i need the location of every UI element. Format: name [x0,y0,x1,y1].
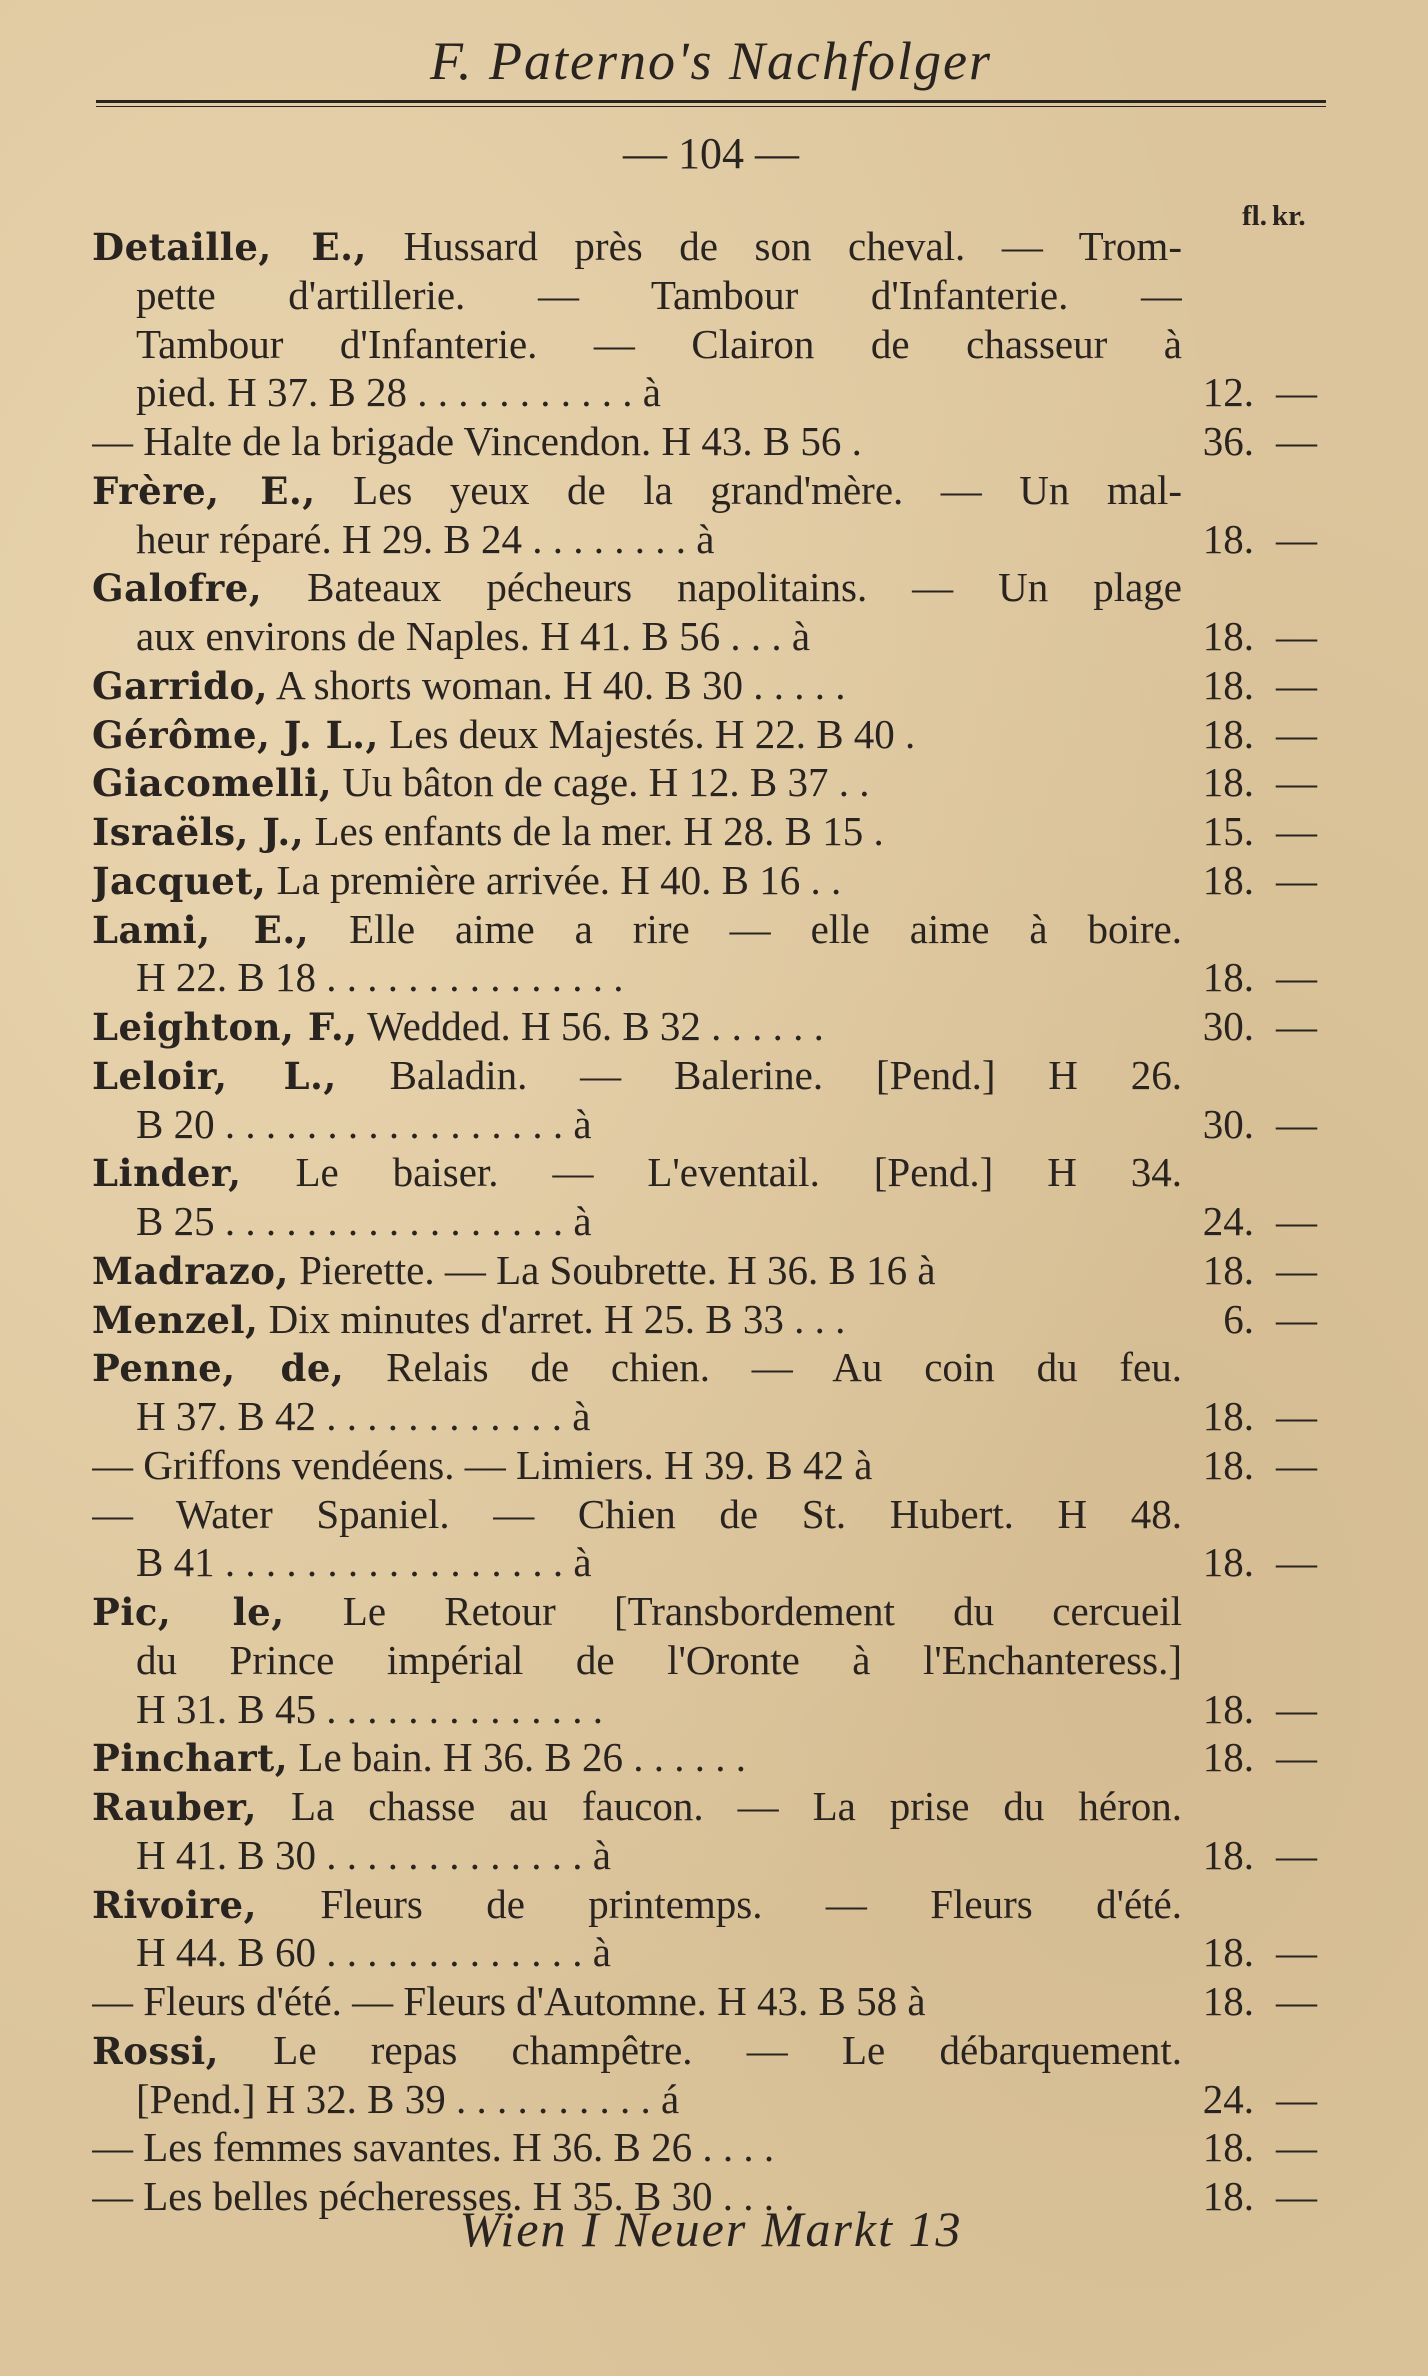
entry-description: B 25 . . . . . . . . . . . . . . . . . à [136,1198,592,1244]
entry-text [92,563,1182,612]
entry-text [136,612,1182,660]
catalog-line [0,1392,1428,1440]
entry-description: heur réparé. H 29. B 24 . . . . . . . . à [136,515,715,562]
entry-description: Uu bâton de cage. H 12. B 37 . . [332,759,870,806]
entry-description: H 41. B 30 . . . . . . . . . . . . . à [136,1831,611,1878]
entry-text [92,417,1182,465]
entry-text [136,1928,1182,1976]
artist-name: Gérôme, J. L., [92,712,379,757]
entry-description: — Fleurs d'été. — Fleurs d'Automne. H 43. B 58 à [92,1978,926,2024]
price-florin: 18. [1202,759,1254,806]
catalog-line [0,417,1428,465]
price-florin: 18. [1202,613,1254,659]
entry-description: A shorts woman. H 40. B 30 . . . . . [268,661,846,708]
column-header-fl: fl. [1242,200,1267,232]
entry-text [92,1343,1182,1392]
price-kreuzer: — [1276,1295,1317,1342]
price-florin: 6. [1223,1295,1254,1342]
entry-text [136,1100,1182,1148]
price-kreuzer: — [1276,1831,1317,1878]
price-kreuzer: — [1276,1393,1317,1439]
artist-name: Menzel, [92,1297,259,1342]
entry-text [92,1733,1182,1782]
entry-text [92,661,1182,710]
catalog-line [0,710,1428,758]
artist-name: Detaille, E., [92,225,367,269]
price-florin: 18. [1202,1978,1254,2024]
price-kreuzer: — [1276,1441,1317,1488]
entry-description: — Les belles pécheresses. H 35. B 30 . . . . [92,2173,795,2219]
entry-text [92,466,1182,515]
catalog-line [0,1782,1428,1830]
entry-description: Pierette. — La Soubrette. H 36. B 16 à [288,1246,936,1293]
catalog-line [0,1197,1428,1245]
entry-description: Elle aime a rire — elle aime à boire. [309,905,1182,952]
price-florin: 18. [1202,661,1254,708]
catalog-line [0,807,1428,855]
entry-text [92,1782,1182,1831]
entry-description: — Les femmes savantes. H 36. B 26 . . . . [92,2124,775,2171]
price-florin: 18. [1202,2124,1254,2171]
catalog-line [0,612,1428,660]
price-kreuzer: — [1276,1978,1317,2024]
entry-text [136,1197,1182,1245]
catalog-line [0,953,1428,1001]
catalog-line [0,222,1428,270]
catalog-line [0,758,1428,806]
entry-description: Le baiser. — L'eventail. [Pend.] H 34. [241,1149,1182,1196]
price-florin: 18. [1202,1246,1254,1293]
price-kreuzer: — [1276,2124,1317,2171]
entry-text [92,758,1182,807]
entry-description: aux environs de Naples. H 41. B 56 . . . à [136,613,811,659]
entry-description: Dix minutes d'arret. H 25. B 33 . . . [258,1295,846,1342]
entry-text [92,222,1182,271]
entry-description: Wedded. H 56. B 32 . . . . . . [357,1003,824,1049]
entry-text [92,1490,1182,1538]
price-florin: 18. [1202,2173,1254,2219]
artist-name: Garrido, [92,663,269,708]
price-kreuzer: — [1276,1734,1317,1781]
artist-name: Leloir, L., [92,1053,337,1098]
price-florin: 18. [1202,1831,1254,1878]
catalog-line [0,1148,1428,1196]
catalog-line [0,856,1428,904]
entry-description: Les yeux de la grand'mère. — Un mal- [315,466,1182,513]
price-florin: 18. [1202,954,1254,1001]
catalog-line [0,1928,1428,1976]
price-kreuzer: — [1276,2173,1317,2219]
catalog-line [0,1831,1428,1879]
artist-name: Galofre, [92,566,263,611]
catalog-line [0,2075,1428,2123]
catalog-line [0,1295,1428,1343]
entry-description: Hussard près de son cheval. — Trom- [366,223,1182,269]
price-florin: 18. [1202,1685,1254,1732]
artist-name: Giacomelli, [92,761,333,806]
entry-description: Fleurs de printemps. — Fleurs d'été. [256,1880,1182,1927]
price-florin: 18. [1202,515,1254,562]
catalog-line [0,515,1428,563]
entry-description: [Pend.] H 32. B 39 . . . . . . . . . . á [136,2075,680,2122]
artist-name: Rauber, [92,1785,258,1829]
entry-text [92,1441,1182,1489]
catalog-line [0,1977,1428,2025]
entry-text [136,320,1182,368]
entry-text [136,271,1182,319]
catalog-line [0,1441,1428,1489]
entry-description: — Halte de la brigade Vincendon. H 43. B 56 . [92,418,862,464]
entry-description: B 20 . . . . . . . . . . . . . . . . . à [136,1100,592,1147]
entry-description: pied. H 37. B 28 . . . . . . . . . . . à [136,369,661,416]
entry-text [92,1051,1182,1100]
entry-description: La chasse au faucon. — La prise du héron. [257,1783,1182,1829]
artist-name: Jacquet, [92,858,267,903]
entry-text [92,1002,1182,1051]
entry-description: Baladin. — Balerine. [Pend.] H 26. [336,1051,1182,1098]
price-kreuzer: — [1276,1539,1317,1586]
price-kreuzer: — [1276,661,1317,708]
price-florin: 36. [1202,418,1254,464]
entry-description: Le repas champêtre. — Le débarquement. [219,2026,1182,2073]
catalog-line [0,320,1428,368]
price-florin: 24. [1202,1198,1254,1244]
entry-text [92,1587,1182,1636]
price-florin: 30. [1202,1100,1254,1147]
entry-description: Les deux Majestés. H 22. B 40 . [378,710,916,757]
artist-name: Rossi, [92,2028,220,2073]
price-kreuzer: — [1276,759,1317,806]
catalog-line [0,368,1428,416]
price-florin: 18. [1202,856,1254,903]
entry-description: La première arrivée. H 40. B 16 . . [266,856,842,903]
catalog-line [0,1880,1428,1928]
entry-text [92,905,1182,954]
catalog-line [0,1002,1428,1050]
price-kreuzer: — [1276,808,1317,854]
catalog-line [0,2026,1428,2074]
entry-text [92,856,1182,905]
price-kreuzer: — [1276,1246,1317,1293]
catalog-line [0,1538,1428,1586]
entry-text [136,953,1182,1001]
entry-text [92,2123,1182,2171]
entry-text [136,1685,1182,1733]
entry-text [92,1977,1182,2025]
price-kreuzer: — [1276,856,1317,903]
entry-text [92,2026,1182,2075]
artist-name: Linder, [92,1151,242,1196]
price-florin: 18. [1202,1734,1254,1781]
entry-description: B 41 . . . . . . . . . . . . . . . . . à [136,1539,592,1586]
price-kreuzer: — [1276,1929,1317,1976]
catalog-line [0,1100,1428,1148]
entry-description: Bateaux pécheurs napolitains. — Un plage [262,564,1182,611]
price-kreuzer: — [1276,418,1317,464]
price-kreuzer: — [1276,2075,1317,2122]
artist-name: Lami, E., [92,907,310,952]
entry-description: H 31. B 45 . . . . . . . . . . . . . . [136,1685,603,1732]
price-kreuzer: — [1276,710,1317,757]
entry-text [92,1880,1182,1929]
catalog-line [0,563,1428,611]
entry-text [136,1538,1182,1586]
page-number: — 104 — [623,129,799,178]
artist-name: Rivoire, [92,1882,257,1927]
artist-name: Frère, E., [92,468,316,513]
catalog-line [0,1685,1428,1733]
artist-name: Madrazo, [92,1248,289,1293]
price-kreuzer: — [1276,1100,1317,1147]
entry-text [92,710,1182,759]
artist-name: Pinchart, [92,1736,289,1781]
entry-text [136,1392,1182,1440]
artist-name: Israëls, J., [92,810,305,854]
price-florin: 30. [1202,1003,1254,1049]
catalog-line [0,661,1428,709]
catalog-line [0,905,1428,953]
entry-description: Le Retour [Transbordement du cercueil [284,1588,1182,1634]
entry-text [136,1831,1182,1879]
entry-text [92,807,1182,856]
entry-text [136,2075,1182,2123]
catalog-line [0,466,1428,514]
price-kreuzer: — [1276,1003,1317,1049]
entry-description: pette d'artillerie. — Tambour d'Infanterie. — [136,271,1182,318]
catalog-line [0,1490,1428,1538]
entry-description: H 37. B 42 . . . . . . . . . . . . à [136,1393,591,1439]
entry-description: du Prince impérial de l'Oronte à l'Enchanteress.] [136,1636,1182,1683]
entry-description: Le bain. H 36. B 26 . . . . . . [288,1734,746,1781]
price-florin: 18. [1202,710,1254,757]
entry-text [92,1148,1182,1197]
entry-text [136,515,1182,563]
catalog-line [0,1587,1428,1635]
artist-name: Penne, de, [92,1346,345,1391]
entry-description: Tambour d'Infanterie. — Clairon de chasseur à [136,320,1182,367]
page-header-title: F. Paterno's Nachfolger [429,31,993,91]
catalog-line [0,1246,1428,1294]
catalog-line [0,1636,1428,1684]
column-header-kr: kr. [1272,200,1306,232]
price-florin: 18. [1202,1929,1254,1976]
entry-text [92,1246,1182,1295]
price-kreuzer: — [1276,1198,1317,1244]
price-kreuzer: — [1276,369,1317,416]
entry-description: H 44. B 60 . . . . . . . . . . . . . à [136,1929,611,1976]
artist-name: Leighton, F., [92,1005,358,1049]
header-rule [96,100,1326,107]
catalog-line [0,1051,1428,1099]
artist-name: Pic, le, [92,1590,285,1634]
catalog-line [0,1733,1428,1781]
entry-text [136,1636,1182,1684]
price-florin: 18. [1202,1441,1254,1488]
price-florin: 12. [1202,369,1254,416]
price-florin: 24. [1202,2075,1254,2122]
price-kreuzer: — [1276,954,1317,1001]
price-florin: 15. [1202,808,1254,854]
entry-description: Les enfants de la mer. H 28. B 15 . [304,808,884,854]
price-florin: 18. [1202,1539,1254,1586]
entry-description: Relais de chien. — Au coin du feu. [344,1344,1182,1391]
price-kreuzer: — [1276,1685,1317,1732]
entry-description: — Griffons vendéens. — Limiers. H 39. B 42 à [92,1441,873,1488]
entry-text [136,368,1182,416]
catalog-line [0,2123,1428,2171]
catalog-line [0,1343,1428,1391]
price-florin: 18. [1202,1393,1254,1439]
entry-description: — Water Spaniel. — Chien de St. Hubert. H 48. [92,1490,1182,1537]
entry-description: H 22. B 18 . . . . . . . . . . . . . . . [136,954,624,1001]
catalog-line [0,271,1428,319]
price-kreuzer: — [1276,515,1317,562]
price-kreuzer: — [1276,613,1317,659]
entry-text [92,1295,1182,1344]
page-footer-address: Wien I Neuer Markt 13 [459,2201,963,2257]
